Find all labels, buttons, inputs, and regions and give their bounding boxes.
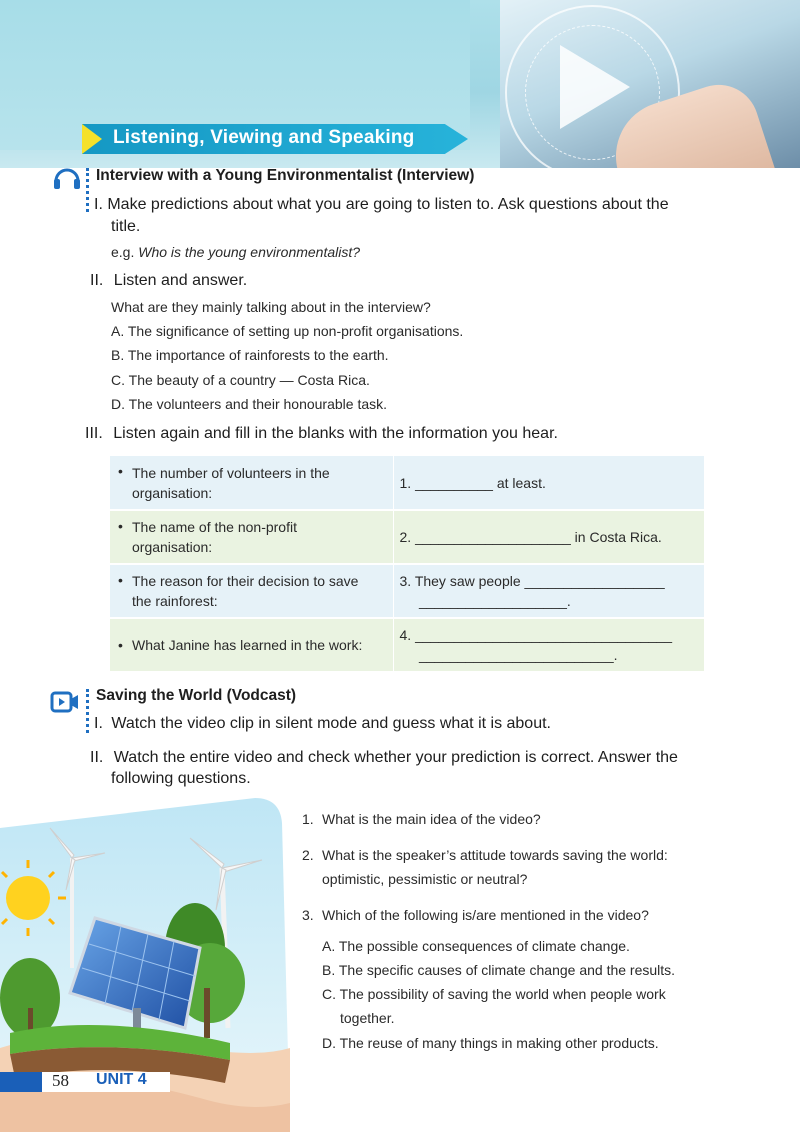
question-item: [302, 807, 541, 831]
bullet-icon: •: [118, 637, 123, 653]
part1-q3: [85, 425, 558, 443]
table-cell-answer: [393, 510, 704, 564]
part1-q3-num: III.: [85, 425, 103, 442]
option-item: A. The possible consequences of climate change.: [322, 938, 630, 954]
option-item-line2: together.: [340, 1010, 395, 1026]
table-cell-answer: [393, 618, 704, 671]
table-row: [110, 618, 704, 671]
question-number: 1.: [302, 811, 314, 827]
table-cell-label: [110, 564, 393, 618]
section-title: Listening, Viewing and Speaking: [113, 127, 415, 148]
part1-q1-text: Make predictions about what you are going to listen to. Ask questions about the: [107, 196, 669, 213]
option-item: B. The importance of rainforests to the earth.: [111, 347, 389, 363]
answer-blank: 3. They saw people __________________: [399, 573, 665, 589]
table-row: [110, 456, 704, 510]
part1-q2-num: II.: [90, 272, 104, 289]
video-camera-icon: [50, 689, 80, 720]
part1-q1-num: I.: [94, 196, 103, 213]
option-item: D. The reuse of many things in making other products.: [322, 1035, 659, 1051]
part2-q2: [90, 749, 678, 767]
cell-text: The number of volunteers in the: [132, 464, 330, 481]
section-divider-dots: [86, 689, 89, 733]
cell-text: The name of the non-profit: [132, 519, 297, 535]
table-cell-answer: [393, 564, 704, 618]
part1-q2-text: Listen and answer.: [113, 272, 248, 289]
bullet-icon: •: [118, 572, 123, 588]
table-cell-answer: [393, 456, 704, 510]
table-cell-label: [110, 618, 393, 671]
question-number: 2.: [302, 847, 314, 863]
cell-text: the rainforest:: [132, 593, 218, 609]
cell-text: organisation:: [132, 484, 213, 501]
part2-q1-text: Watch the video clip in silent mode and guess what it is about.: [111, 715, 551, 732]
answer-blank: 2. ____________________ in Costa Rica.: [399, 529, 662, 545]
part2-q2-num: II.: [90, 749, 104, 766]
option-item: C. The possibility of saving the world when people work: [322, 986, 666, 1002]
footer-accent: [0, 1072, 42, 1092]
bullet-icon: •: [118, 518, 123, 534]
option-item: C. The beauty of a country — Costa Rica.: [111, 372, 370, 388]
part2-q2-line2: following questions.: [111, 770, 251, 787]
part1-q2-prompt: What are they mainly talking about in the interview?: [111, 299, 431, 315]
title-arrow-icon: [82, 124, 102, 154]
section-divider-dots: [86, 168, 89, 212]
option-item: D. The volunteers and their honourable task.: [111, 396, 388, 412]
page-number: 58: [52, 1071, 69, 1090]
part2-heading: Saving the World (Vodcast): [96, 687, 297, 704]
table-row: [110, 510, 704, 564]
unit-label: UNIT 4: [96, 1071, 147, 1088]
part2-q1-num: I.: [94, 715, 103, 732]
table-cell-label: [110, 456, 393, 510]
part2-q2-text: Watch the entire video and check whether your prediction is correct. Answer the: [113, 749, 678, 766]
part1-q2: [90, 272, 247, 290]
question-text: What is the speaker’s attitude towards saving the world:: [322, 847, 668, 863]
headphones-icon: [52, 165, 82, 196]
cell-text: The reason for their decision to save: [132, 573, 359, 589]
answer-blank: ___________________.: [399, 593, 571, 609]
fill-in-table: [110, 456, 704, 671]
part1-q1-line2: title.: [111, 218, 141, 235]
part1-q3-text: Listen again and fill in the blanks with the information you hear.: [113, 425, 558, 442]
question-text: What is the main idea of the video?: [322, 811, 541, 827]
bullet-icon: •: [118, 463, 123, 479]
part1-q1-example: [111, 244, 360, 260]
part1-q1: [94, 196, 669, 214]
table-row: [110, 564, 704, 618]
question-item: [302, 843, 668, 867]
answer-blank: 1. __________ at least.: [399, 474, 546, 491]
option-item: A. The significance of setting up non-profit organisations.: [111, 323, 464, 339]
cell-text: organisation:: [132, 539, 213, 555]
part2-q1: [94, 715, 551, 733]
example-label: e.g.: [111, 244, 135, 260]
table-cell-label: [110, 510, 393, 564]
answer-blank: 4. _________________________________: [399, 627, 673, 643]
question-item: [302, 903, 649, 927]
part1-heading: Interview with a Young Environmentalist (Interview): [96, 167, 475, 184]
question-text: Which of the following is/are mentioned in the video?: [322, 907, 649, 923]
option-item: B. The specific causes of climate change and the results.: [322, 962, 676, 978]
example-text: Who is the young environmentalist?: [138, 244, 361, 260]
play-icon: [560, 45, 630, 129]
answer-blank: _________________________.: [399, 647, 618, 663]
question-text-line2: optimistic, pessimistic or neutral?: [322, 871, 528, 887]
cell-text: What Janine has learned in the work:: [132, 637, 363, 653]
question-number: 3.: [302, 907, 314, 923]
